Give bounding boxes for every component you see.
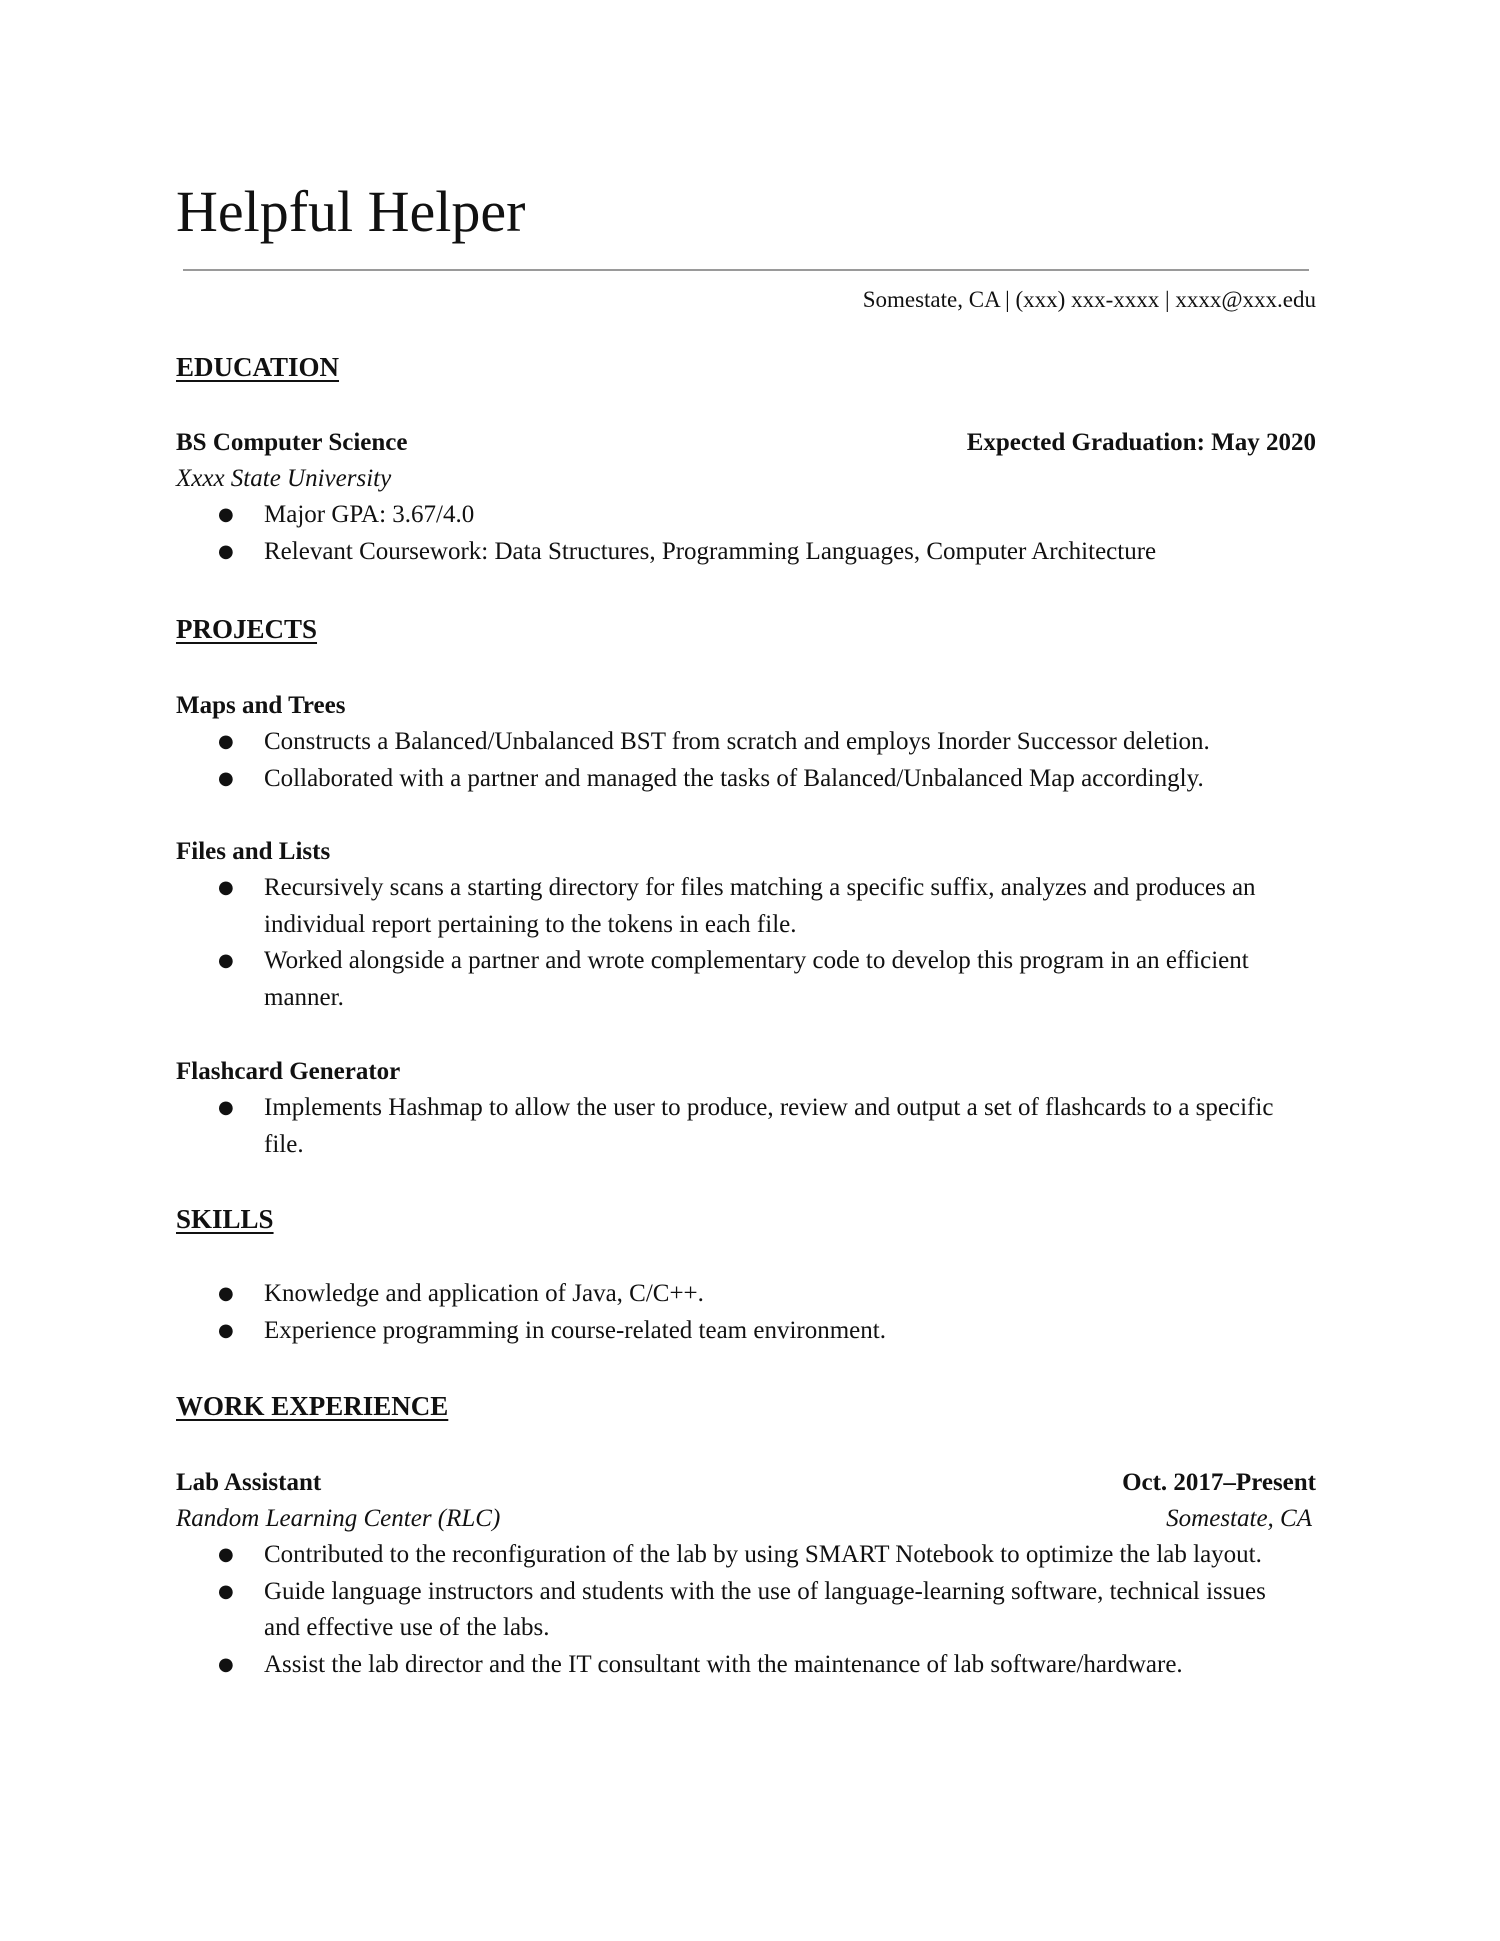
projects-heading: PROJECTS <box>176 614 318 644</box>
education-heading: EDUCATION <box>176 352 340 382</box>
project-title: Maps and Trees <box>176 692 346 719</box>
graduation-date: Expected Graduation: May 2020 <box>966 429 1316 456</box>
job-title: Lab Assistant <box>176 1469 322 1496</box>
education-bullets <box>176 497 1316 570</box>
list-item: ● Contributed to the reconfiguration of the lab by using SMART Notebook to optimize the lab layout. <box>176 1537 1316 1574</box>
project-bullets <box>176 724 1316 797</box>
work-employer-row <box>176 1501 1316 1537</box>
header-divider <box>183 269 1309 271</box>
school-name: Xxxx State University <box>176 465 392 492</box>
job-dates: Oct. 2017–Present <box>1122 1469 1316 1496</box>
employer-name: Random Learning Center (RLC) <box>176 1505 501 1532</box>
list-item: ● Experience programming in course-related team environment. <box>176 1313 1316 1350</box>
list-item: ● Recursively scans a starting directory for files matching a specific suffix, analyzes and produces an individual report pertaining to the tokens in each file. <box>176 870 1316 943</box>
list-item: ● Collaborated with a partner and managed the tasks of Balanced/Unbalanced Map accordingly. <box>176 761 1316 798</box>
degree-name: BS Computer Science <box>176 429 408 456</box>
skills-bullets <box>176 1276 1316 1349</box>
list-item: ● Guide language instructors and students with the use of language-learning software, technical issues and effective use of the labs. <box>176 1574 1316 1647</box>
job-location: Somestate, CA <box>1166 1505 1312 1532</box>
work-bullets <box>176 1537 1316 1683</box>
education-school-row <box>176 461 1316 497</box>
work-heading: WORK EXPERIENCE <box>176 1391 449 1421</box>
project-bullets <box>176 1090 1316 1163</box>
list-item: ● Implements Hashmap to allow the user to produce, review and output a set of flashcards to a specific file. <box>176 1090 1316 1163</box>
education-degree-row <box>176 425 1316 461</box>
project-bullets <box>176 870 1316 1016</box>
work-title-row <box>176 1465 1316 1501</box>
list-item: ● Relevant Coursework: Data Structures, Programming Languages, Computer Architecture <box>176 534 1316 571</box>
list-item: ● Knowledge and application of Java, C/C++. <box>176 1276 1316 1313</box>
skills-heading: SKILLS <box>176 1204 274 1234</box>
list-item: ● Major GPA: 3.67/4.0 <box>176 497 1316 534</box>
list-item: ● Worked alongside a partner and wrote complementary code to develop this program in an efficient manner. <box>176 943 1316 1016</box>
list-item: ● Assist the lab director and the IT consultant with the maintenance of lab software/hardware. <box>176 1647 1316 1684</box>
project-title: Files and Lists <box>176 838 331 865</box>
contact-line: Somestate, CA | (xxx) xxx-xxxx | xxxx@xxx.edu <box>862 287 1316 312</box>
candidate-name: Helpful Helper <box>176 179 526 244</box>
list-item: ● Constructs a Balanced/Unbalanced BST from scratch and employs Inorder Successor deletion. <box>176 724 1316 761</box>
project-title: Flashcard Generator <box>176 1058 401 1085</box>
